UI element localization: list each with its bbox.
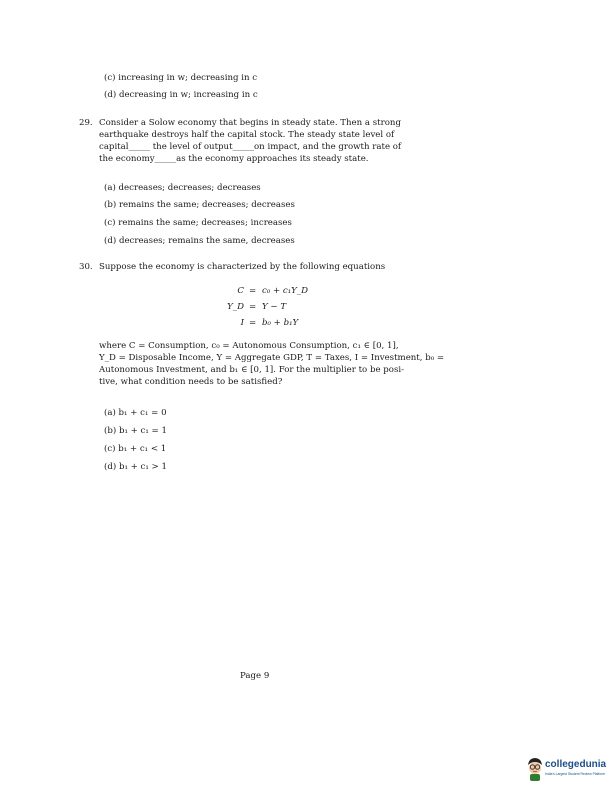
q30-option-c: (c) b₁ + c₁ < 1 bbox=[104, 444, 167, 454]
eq2-op: = bbox=[249, 302, 257, 312]
q28-option-d: (d) decreasing in w; increasing in c bbox=[104, 90, 258, 100]
q30-option-d: (d) b₁ + c₁ > 1 bbox=[104, 462, 167, 472]
q30-option-a: (a) b₁ + c₁ = 0 bbox=[104, 408, 167, 418]
q29-option-d: (d) decreases; remains the same, decreases bbox=[104, 236, 295, 246]
q30-option-b: (b) b₁ + c₁ = 1 bbox=[104, 426, 167, 436]
q30-intro: Suppose the economy is characterized by the following equations bbox=[99, 262, 386, 272]
q29-text-line-3: capital_____ the level of output_____on impact, and the growth rate of bbox=[99, 142, 402, 152]
q29-text-line-2: earthquake destroys half the capital stock. The steady state level of bbox=[99, 130, 395, 140]
mascot-icon bbox=[525, 756, 545, 782]
q28-option-c: (c) increasing in w; decreasing in c bbox=[104, 73, 258, 83]
page-number: Page 9 bbox=[240, 671, 270, 681]
q30-where-line-3: Autonomous Investment, and b₁ ∈ [0, 1]. For the multiplier to be posi- bbox=[99, 365, 405, 375]
q29-option-a: (a) decreases; decreases; decreases bbox=[104, 183, 261, 193]
eq3-op: = bbox=[249, 318, 257, 328]
q29-option-b: (b) remains the same; decreases; decreases bbox=[104, 200, 295, 210]
q29-text-line-1: Consider a Solow economy that begins in steady state. Then a strong bbox=[99, 118, 401, 128]
logo-tagline: India's Largest Student Review Platform bbox=[545, 772, 606, 776]
q30-where-line-2: Y_D = Disposable Income, Y = Aggregate GDP, T = Taxes, I = Investment, b₀ = bbox=[99, 353, 445, 363]
q29-text-line-4: the economy_____as the economy approaches its steady state. bbox=[99, 154, 369, 164]
q29-option-c: (c) remains the same; decreases; increases bbox=[104, 218, 292, 228]
q29-number: 29. bbox=[79, 118, 93, 128]
eq1-lhs: C bbox=[237, 286, 244, 296]
eq1-rhs: c₀ + c₁Y_D bbox=[262, 286, 309, 296]
eq1-op: = bbox=[249, 286, 257, 296]
eq3-lhs: I bbox=[240, 318, 244, 328]
q30-number: 30. bbox=[79, 262, 93, 272]
eq2-rhs: Y − T bbox=[262, 302, 287, 312]
eq2-lhs: Y_D bbox=[227, 302, 244, 312]
logo-name: collegedunia bbox=[545, 759, 607, 770]
q30-where-line-1: where C = Consumption, c₀ = Autonomous Consumption, c₁ ∈ [0, 1], bbox=[99, 341, 399, 351]
q30-where-line-4: tive, what condition needs to be satisfied? bbox=[99, 377, 283, 387]
collegedunia-logo bbox=[525, 755, 609, 785]
eq3-rhs: b₀ + b₁Y bbox=[262, 318, 299, 328]
